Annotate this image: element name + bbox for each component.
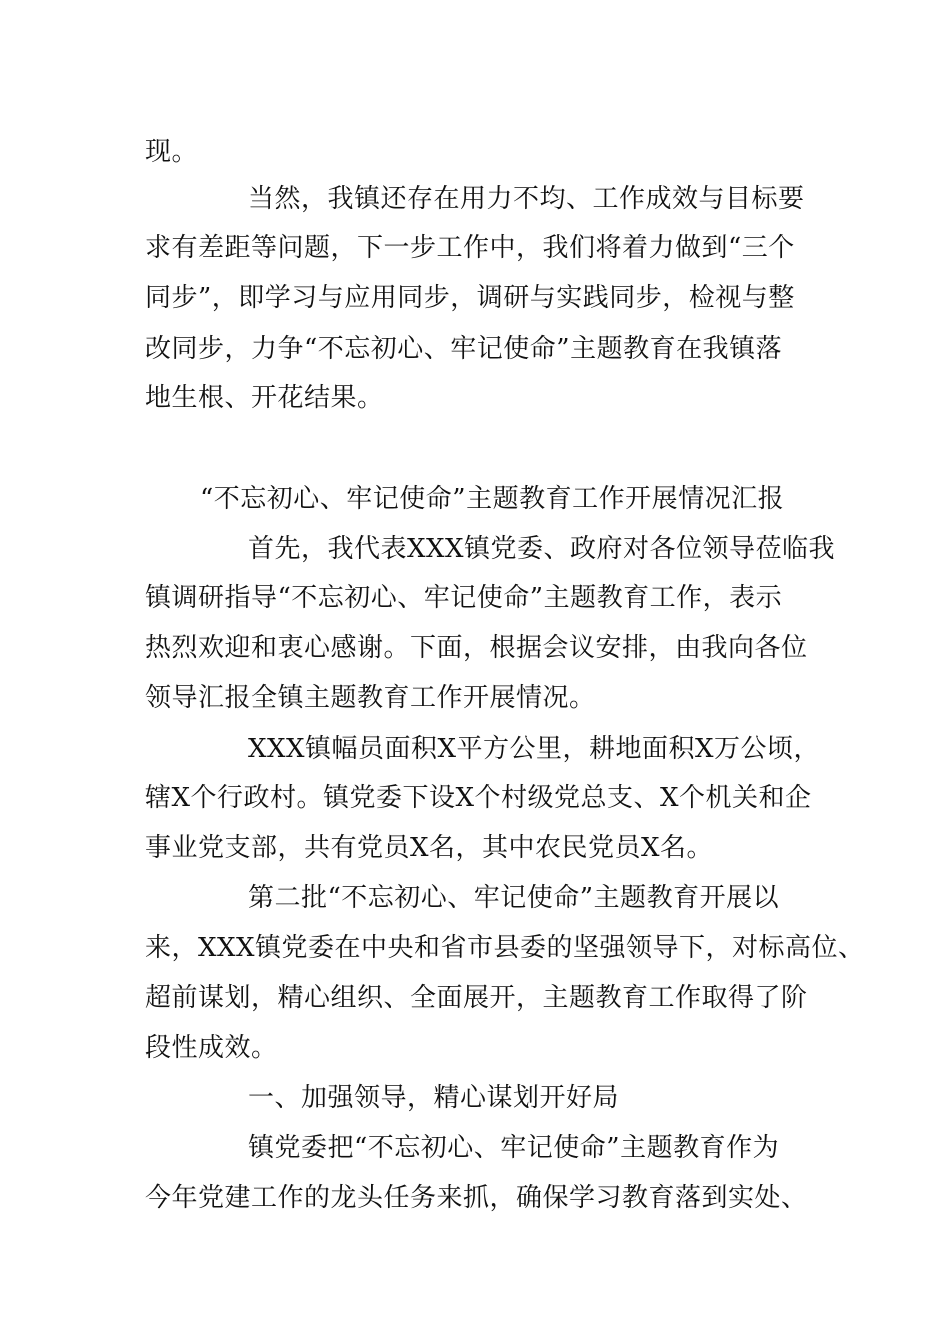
text-line: XXX镇幅员面积X平方公里，耕地面积X万公顷，: [248, 734, 821, 764]
text-line: 第二批“不忘初心、牢记使命”主题教育开展以: [248, 883, 780, 913]
text-line: 改同步，力争“不忘初心、牢记使命”主题教育在我镇落: [145, 334, 783, 364]
text-line: 求有差距等问题，下一步工作中，我们将着力做到“三个: [145, 233, 795, 263]
section-heading: 一、加强领导，精心谋划开好局: [248, 1083, 620, 1113]
text-line: 同步”，即学习与应用同步，调研与实践同步，检视与整: [145, 283, 795, 313]
text-line: 当然，我镇还存在用力不均、工作成效与目标要: [248, 184, 805, 214]
text-line: 镇调研指导“不忘初心、牢记使命”主题教育工作，表示: [145, 583, 783, 613]
text-line: 领导汇报全镇主题教育工作开展情况。: [145, 683, 596, 713]
section-title: “不忘初心、牢记使命”主题教育工作开展情况汇报: [200, 484, 785, 514]
text-line: 首先，我代表XXX镇党委、政府对各位领导莅临我: [248, 534, 836, 564]
text-line: 超前谋划，精心组织、全面展开，主题教育工作取得了阶: [145, 983, 808, 1013]
text-line: 镇党委把“不忘初心、牢记使命”主题教育作为: [248, 1133, 780, 1163]
text-line: 热烈欢迎和衷心感谢。下面，根据会议安排，由我向各位: [145, 633, 808, 663]
text-line: 辖X个行政村。镇党委下设X个村级党总支、X个机关和企: [145, 783, 812, 813]
text-line: 事业党支部，共有党员X名，其中农民党员X名。: [145, 833, 714, 863]
text-line: 段性成效。: [145, 1033, 278, 1063]
text-line: 来，XXX镇党委在中央和省市县委的坚强领导下，对标高位、: [145, 933, 865, 963]
text-line: 今年党建工作的龙头任务来抓，确保学习教育落到实处、: [145, 1183, 808, 1213]
text-line: 地生根、开花结果。: [145, 383, 384, 413]
text-line: 现。: [145, 137, 199, 167]
